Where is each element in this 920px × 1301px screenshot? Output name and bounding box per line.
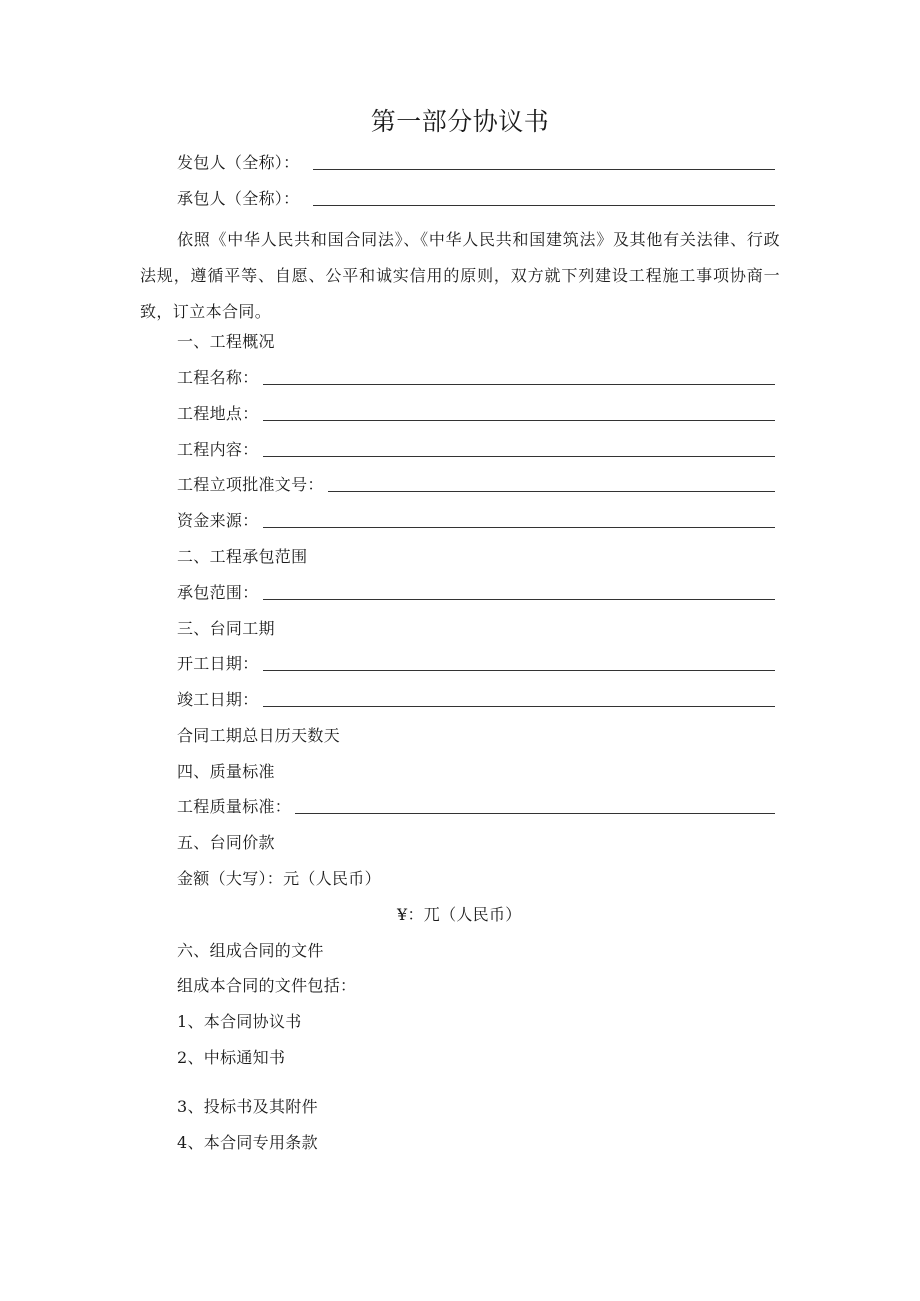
contractor-label: 承包人（全称）： xyxy=(177,189,300,208)
employer-label: 发包人（全称）： xyxy=(177,153,300,172)
amount-in-figures: ¥：兀（人民币） xyxy=(397,905,522,924)
approval-number-blank-line[interactable] xyxy=(328,491,775,492)
start-date-label: 开工日期： xyxy=(177,654,259,673)
quality-standard-label: 工程质量标准： xyxy=(177,797,292,816)
document-list-item: 2、中标通知书 xyxy=(177,1048,286,1067)
start-date-field xyxy=(177,652,775,676)
section-1-heading: 一、工程概况 xyxy=(177,332,275,351)
amount-in-words: 金额（大写）：元（人民币） xyxy=(177,869,381,888)
quality-standard-blank-line[interactable] xyxy=(295,813,775,814)
completion-date-label: 竣工日期： xyxy=(177,690,259,709)
completion-date-field xyxy=(177,688,775,712)
approval-number-field xyxy=(177,473,775,497)
contractor-blank-line[interactable] xyxy=(313,205,775,206)
project-location-blank-line[interactable] xyxy=(263,420,775,421)
approval-number-label: 工程立项批准文号： xyxy=(177,475,324,494)
contract-scope-label: 承包范围： xyxy=(177,583,259,602)
total-days-text: 合同工期总日历天数天 xyxy=(177,726,341,745)
project-location-label: 工程地点： xyxy=(177,404,259,423)
contractor-field xyxy=(177,187,775,211)
project-name-field xyxy=(177,366,775,390)
section-5-heading: 五、台同价款 xyxy=(177,833,275,852)
funding-source-label: 资金来源： xyxy=(177,511,259,530)
intro-paragraph: 依照《中华人民共和国合同法》、《中华人民共和国建筑法》及其他有关法律、行政法规，遵循平等、自愿、公平和诚实信用的原则，双方就下列建设工程施工事项协商一致，订立本合同。 xyxy=(140,230,780,321)
section-4-heading: 四、质量标准 xyxy=(177,762,275,781)
employer-blank-line[interactable] xyxy=(313,169,775,170)
document-title: 第一部分协议书 xyxy=(370,107,550,136)
project-location-field xyxy=(177,402,775,426)
project-content-label: 工程内容： xyxy=(177,440,259,459)
section-6-heading: 六、组成合同的文件 xyxy=(177,941,324,960)
quality-standard-field xyxy=(177,795,775,819)
section-2-heading: 二、工程承包范围 xyxy=(177,547,308,566)
documents-intro: 组成本合同的文件包括： xyxy=(177,976,357,995)
funding-source-field xyxy=(177,509,775,533)
document-list-item: 1、本合同协议书 xyxy=(177,1012,302,1031)
funding-source-blank-line[interactable] xyxy=(263,527,775,528)
contract-scope-field xyxy=(177,581,775,605)
start-date-blank-line[interactable] xyxy=(263,670,775,671)
contract-scope-blank-line[interactable] xyxy=(263,599,775,600)
section-3-heading: 三、台同工期 xyxy=(177,619,275,638)
document-list-item: 4、本合同专用条款 xyxy=(177,1133,318,1152)
project-name-label: 工程名称： xyxy=(177,368,259,387)
project-name-blank-line[interactable] xyxy=(263,384,775,385)
project-content-blank-line[interactable] xyxy=(263,456,775,457)
employer-field xyxy=(177,151,775,175)
completion-date-blank-line[interactable] xyxy=(263,706,775,707)
project-content-field xyxy=(177,438,775,462)
document-list-item: 3、投标书及其附件 xyxy=(177,1097,318,1116)
